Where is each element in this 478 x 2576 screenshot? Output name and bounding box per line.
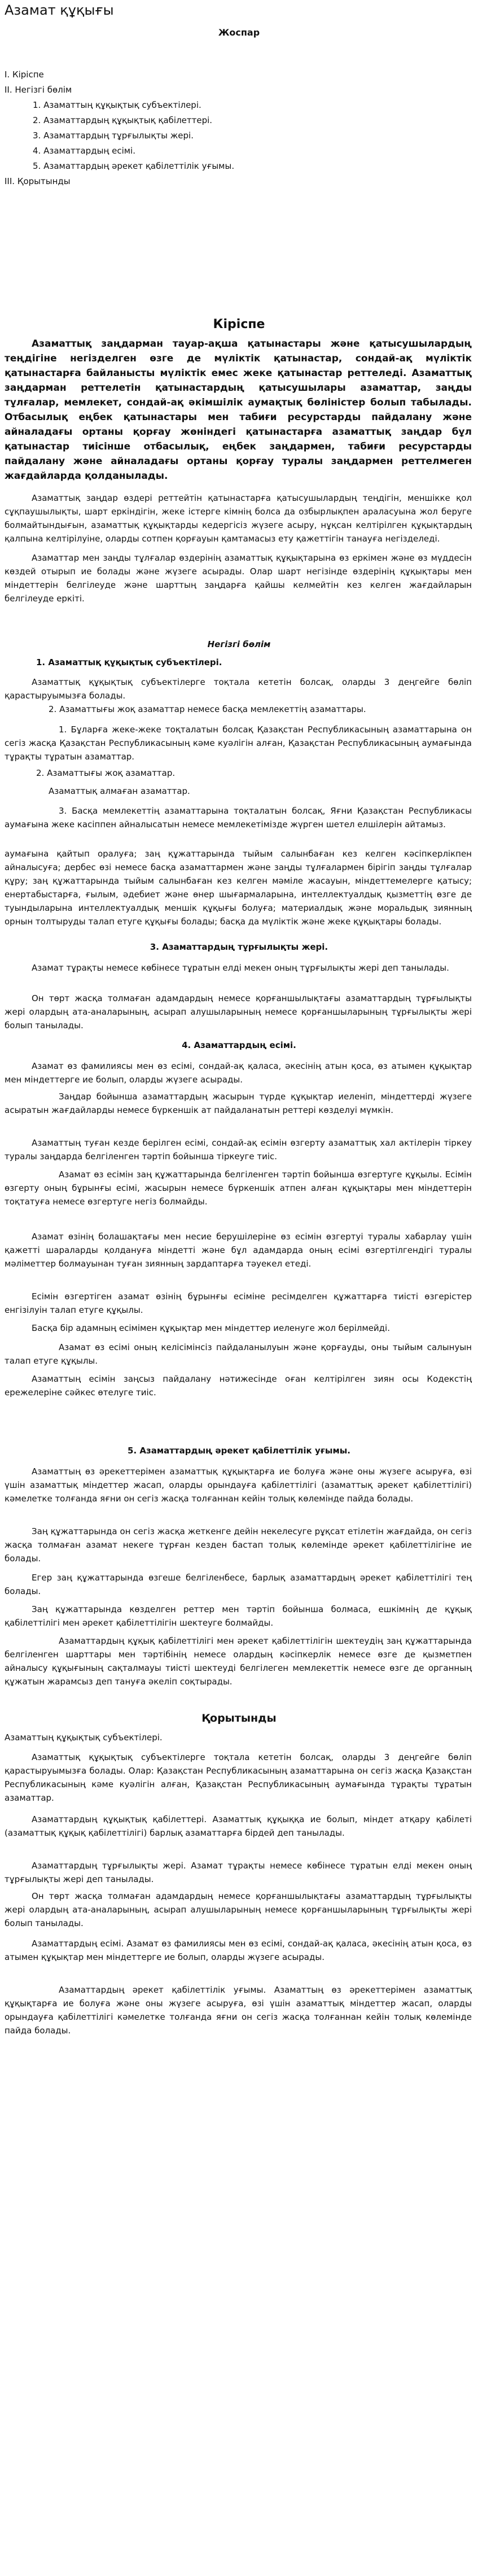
paragraph: 3. Басқа мемлекеттің азаматтарына тоқталатын болсақ, Яғни Қазақстан Республикасы аумағына жеке касіппен айналысатын немесе мемлекетімізде жүрген шетел елшілерін айтамыз. bbox=[5, 806, 472, 829]
toc-item: II. Негізгі бөлім bbox=[5, 85, 72, 95]
paragraph: Азаматтардың әрекет қабілеттілік уғымы. Азаматтың өз әрекеттерімен азаматтық құқықтарға ие болуға және оны жүзеге асыруға, өзі үшін азаматтық міндеттер жасап, оларды орындауға қабілеттілігі кәмелетке толғанда яғни он сегіз жасқа толғаннан кейін толық көлемінде пайда болады. bbox=[5, 1985, 472, 2036]
subsection-heading-1: 1. Азаматтық құқықтық субъектілері. bbox=[36, 657, 222, 667]
paragraph: Азамат тұрақты немесе көбінесе тұратын елді мекен оның тұрғылықты жері деп танылады. bbox=[32, 963, 449, 973]
section-heading-main: Негізгі бөлім bbox=[207, 639, 271, 649]
toc-heading: Жоспар bbox=[218, 27, 260, 38]
paragraph: Азамат өз есімі оның келісімінсіз пайдаланылуын және қорғауды, оны тыйым салынуын талап етуге құқылы. bbox=[5, 1342, 472, 1366]
paragraph: Он төрт жасқа толмаған адамдардың немесе қорғаншылықтағы азаматтардың тұрғылықты жері олардың ата-аналарының, асырап алушыларының немесе қорғаншыларының тұрғылықты жері болып танылады. bbox=[5, 1891, 472, 1928]
paragraph: Азамат өз фамилиясы мен өз есімі, сондай-ақ қаласа, әкесінің атын қоса, өз атымен құқықтар мен міндеттерге ие болып, оларды жүзеге асырады. bbox=[5, 1061, 472, 1085]
toc-item: 2. Азаматтардың құқықтық қабілеттері. bbox=[33, 115, 213, 125]
toc-item: 3. Азаматтардың тұрғылықты жері. bbox=[33, 130, 194, 141]
subsection-heading-4: 4. Азаматтардың есімі. bbox=[182, 1040, 296, 1050]
section-heading-intro: Кіріспе bbox=[213, 317, 265, 331]
paragraph: Азамат өз есімін заң құжаттарында белгіленген тәртіп бойынша өзгертуге құқылы. Есімін өзгерту оның бұрынғы есімі, жасырын немесе бүркеншік атпен алған құқықтары мен міндеттерін тоқтатуға немесе өзгертуге негіз болмайды. bbox=[5, 1169, 472, 1207]
paragraph: Азаматтың есімін заңсыз пайдалану нәтижесінде оған келтірілген зиян осы Кодекстің ережелеріне сәйкес өтелуге тиіс. bbox=[5, 1374, 472, 1398]
paragraph: Заң құжаттарында он сегіз жасқа жеткенге дейін некелесуге рұқсат етілетін жағдайда, он сегіз жасқа толмаған азамат некеге тұрған кезден бастап толық көлемінде әрекет қабілеттілігіне ие болады. bbox=[5, 1526, 472, 1564]
toc-item: 4. Азаматтардың есімі. bbox=[33, 146, 135, 156]
intro-paragraph-1: Азаматтық заңдарман тауар-ақша қатынастары және қатысушылардың теңдігіне негізделген өзге де мүліктік қатынастар, сондай-ақ мүліктік қатынастарға байланысты мүліктік емес жеке қатынастар реттеледі. Азаматтық заңдарман реттелетін қатынастардың қатысушылары азаматтар, заңды тұлғалар, мемлекет, сондай-ақ әкімшілік аумақтық бөліністер болып табылады. Отбасылық еңбек қатынастары мен табиғи ресурстарды пайдалану және айналадағы ортаны қорғау жөніндегі қатынастарға азаматтық заңдар бұл қатынастар тиісінше отбасылық, еңбек заңдармен, табиғи ресурстарды пайдалану және айналадағы ортаны қорғау туралы заңдармен реттелмеген жағдайларда қолданылады. bbox=[5, 338, 472, 482]
subsection-heading-3: 3. Азаматтардың тұрғылықты жері. bbox=[150, 942, 328, 952]
paragraph: Азаматтың құқықтық субъектілері. bbox=[5, 1732, 163, 1743]
paragraph: Азаматтардың есімі. Азамат өз фамилиясы мен өз есімі, сондай-ақ қаласа, әкесінің атын қоса, өз атымен құқықтар мен міндеттерге ие болып, оларды жүзеге асырады. bbox=[5, 1938, 472, 1962]
paragraph: аумағына қайтып оралуға; заң құжаттарында тыйым салынбаған кез келген кәсіпкерлікпен айналысуға; дербес өзі немесе басқа азаматтармен және заңды тұлғалармен бірігіп заңды тұлғалар құру; заң құжаттарында тыйым салынбаған кез келген мәміле жасауын, міндеттемелерге қатысу; енертабыстарға, ғылым, әдебиет және өнер шығармаларына, интеллектуалдық қызметтің өзге де туындыларына интеллектуалдық меншік құқығы болуға; материалдық және моральдық зиянның орнын толтыруды талап етуге құқығы болады; басқа да мүліктік және жеке құқықтары болады. bbox=[5, 849, 472, 927]
document-title: Азамат құқығы bbox=[5, 2, 114, 18]
paragraph: Заң құжаттарында көзделген реттер мен тәртіп бойынша болмаса, ешкімнің де құқық қабілеттілігі мен әрекет қабілеттілігін шектеуге болмайды. bbox=[5, 1604, 472, 1628]
paragraph: Азаматтық құқықтық субъектілерге тоқтала кететін болсақ, оларды 3 деңгейге бөліп қарастыруымызға болады. Олар: Қазақстан Республикасының азаматтарына он сегіз жасқа Қазақстан Республикасының кәме куәлігін алған, Қазақстан Республикасының аумағында тұрақты тұратын азаматтар. bbox=[5, 1752, 472, 1803]
paragraph: Азаматтың өз әрекеттерімен азаматтық құқықтарға ие болуға және оны жүзеге асыруға, өзі үшін азаматтық міндеттер жасап, оларды орындауға қабілеттілігі (азаматтық әрекет қабілеттілігі) кәмелетке толғанда яғни он сегіз жасқа толғаннан кейін толық көлемінде пайда болады. bbox=[5, 1466, 472, 1504]
paragraph: Азаматтардың құқық қабілеттілігі мен әрекет қабілеттілігін шектеудің заң құжаттарында белгіленген шарттары мен тәртібінің немесе олардың кәсіпкерлік немесе өзге де қызметпен айналысу құқығының сақталмауы тиісті шектеуді белгілеген мемлекеттік немесе өзге де органның құжатын жарамсыз деп тануға әкеліп соқтырады. bbox=[5, 1636, 472, 1687]
toc-item: I. Кіріспе bbox=[5, 69, 44, 80]
paragraph: Азамат өзінің болашақтағы мен несие берушілеріне өз есімін өзгертуі туралы хабарлау үшін қажетті шараларды қолдануға міндетті және бұл адамдарда оның есімі өзгертілгендігі туралы мәліметтер болмауынан туған зиянның зардаптарға тәуекел етеді. bbox=[5, 1232, 472, 1269]
paragraph: Азаматтық алмаған азаматтар. bbox=[49, 786, 190, 796]
toc-item: III. Қорытынды bbox=[5, 176, 71, 186]
intro-paragraph-3: Азаматтар мен заңды тұлғалар өздерінің азаматтық құқықтарына өз еркімен және өз мүддесін көздей отырып ие болады және жүзеге асырады. Олар шарт негізінде өздерінің құқықтары мен міндеттерін белгілеуде және шарттың заңдарға қайшы келмейтін кез келген жағдайларын белгілеуде еркіті. bbox=[5, 553, 472, 604]
toc-item: 5. Азаматтардың әрекет қабілеттілік уғымы. bbox=[33, 161, 235, 171]
paragraph: Есімін өзгертіген азамат өзінің бұрынғы есіміне ресімделген құжаттарға тиісті өзгерістер енгізілуін талап етуге құқылы. bbox=[5, 1291, 472, 1315]
section-heading-conclusion: Қорытынды bbox=[201, 1712, 277, 1724]
paragraph: Азаматтардың құқықтық қабілеттері. Азаматтық құқыққа ие болып, міндет атқару қабілеті (азаматтық құқық қабілеттілігі) барлық азаматтарға бірдей деп танылады. bbox=[5, 1814, 472, 1838]
paragraph: Азаматтың туған кезде берілген есімі, сондай-ақ есімін өзгерту азаматтық хал актілерін тіркеу туралы заңдарда белгіленген тәртіп бойынша тіркеуге тиіс. bbox=[5, 1138, 472, 1162]
paragraph: 2. Азаматтығы жоқ азаматтар. bbox=[36, 768, 176, 778]
paragraph: Азаматтық құқықтық субъектілерге тоқтала кететін болсақ, оларды 3 деңгейге бөліп қарастыруымызға болады. bbox=[5, 677, 472, 701]
toc-item: 1. Азаматтың құқықтық субъектілері. bbox=[33, 100, 201, 110]
paragraph: Он төрт жасқа толмаған адамдардың немесе қорғаншылықтағы азаматтардың тұрғылықты жері олардың ата-аналарының, асырап алушыларының немесе қорғаншыларының тұрғылықты жері болып танылады. bbox=[5, 993, 472, 1031]
paragraph: Егер заң құжаттарында өзгеше белгіленбесе, барлық азаматтардың әрекет қабілеттілігі тең болады. bbox=[5, 1573, 472, 1596]
paragraph: Азаматтардың тұрғылықты жері. Азамат тұрақты немесе көбінесе тұратын елді мекен оның тұрғылықты жері деп танылады. bbox=[5, 1861, 472, 1884]
paragraph: 1. Бұларға жеке-жеке тоқталатын болсақ Қазақстан Республикасының азаматтарына он сегіз жасқа Қазақстан Республикасының кәме куәлігін алған, Қазақстан Республикасының аумағында тұрақты тұратын азаматтар. bbox=[5, 724, 472, 762]
subsection-heading-5: 5. Азаматтардың әрекет қабілеттілік уғымы. bbox=[128, 1446, 350, 1456]
paragraph: 2. Азаматтығы жоқ азаматтар немесе басқа мемлекеттің азаматтары. bbox=[49, 704, 366, 714]
paragraph: Заңдар бойынша азаматтардың жасырын түрде құқықтар иеленіп, міндеттерді жүзеге асыратын жағдайларды немесе бүркеншік ат пайдаланатын реттері көзделуі мүмкін. bbox=[5, 1091, 472, 1115]
paragraph: Басқа бір адамның есімімен құқықтар мен міндеттер иеленуге жол берілмейді. bbox=[32, 1323, 390, 1333]
intro-paragraph-2: Азаматтық заңдар өздері реттейтін қатынастарға қатысушылардың теңдігін, меншікке қол сұқпаушылықты, шарт еркіндігін, жеке істерге кімнің болса да озбырлықпен араласуына жол беруге болмайтындығын, азаматтық құқықтарды кедергісіз жүзеге асыру, нұқсан келтірілген құқықтардың қалпына келтірілуіне, оларды сотпен қорғауын қамтамасыз ету қажеттігін танауға негізделеді. bbox=[5, 493, 472, 544]
